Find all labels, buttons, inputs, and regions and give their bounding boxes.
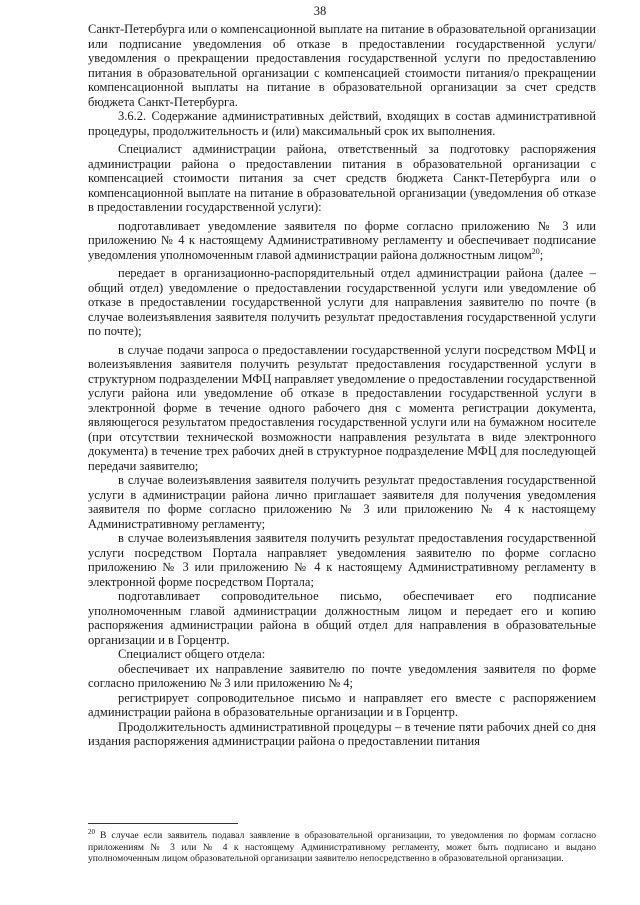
- document-body: [88, 22, 596, 749]
- section-heading-3-6-2: 3.6.2. Содержание административных действий, входящих в состав административной процедуры, продолжительность и (или) максимальный срок их выполнения.: [88, 109, 596, 138]
- paragraph-specialist-duties: Специалист администрации района, ответственный за подготовку распоряжения администрации района о предоставлении питания в образовательной организации с компенсацией стоимости питания за счет средств бюджета Санкт-Петербурга или о компенсационной выплате на питание в образовательной организации (уведомления об отказе в предоставлении государственной услуги):: [88, 142, 596, 214]
- footnote: [88, 827, 596, 865]
- paragraph-general-dept-specialist: Специалист общего отдела:: [118, 647, 266, 661]
- paragraph-transfers-to-general-dept: передает в организационно-распорядительный отдел администрации района (далее – общий отдел) уведомление о предоставлении государственной услуги или уведомление об отказе в предоставлении государственной услуги для направления заявителю по почте (в случае волеизъявления заявителя получить результат предоставления государственной услуги по почте);: [88, 266, 596, 338]
- footnote-mark: 20: [88, 827, 95, 836]
- page-number: 38: [313, 4, 327, 18]
- paragraph-prepares-notice-text: подготавливает уведомление заявителя по форме согласно приложению № 3 или приложению № 4 к настоящему Административному регламенту и обеспечивает подписание уведомления уполномоченным главой администрации района должностным лицом: [88, 218, 596, 262]
- paragraph-mfc-delivery: в случае подачи запроса о предоставлении государственной услуги посредством МФЦ и волеизъявления заявителя получить результат предоставления государственной услуги в структурном подразделении МФЦ направляет уведомление о предоставлении государственной услуги района или уведомление об отказе в предоставлении государственной услуги в электронной форме в течение одного рабочего дня с момента регистрации документа, являющегося результатом предоставления государственной услуги или на бумажном носителе (при отсутствии технической возможности направления результата в виде электронного документа) в течение трех рабочих дней в структурное подразделение МФЦ для последующей передачи заявителю;: [88, 342, 596, 473]
- paragraph-duration: Продолжительность административной процедуры – в течение пяти рабочих дней со дня издания распоряжения администрации района о предоставлении питания: [88, 719, 596, 748]
- footnote-reference: 20: [531, 246, 540, 256]
- paragraph-sends-by-mail: обеспечивает их направление заявителю по почте уведомления заявителя по форме согласно приложению № 3 или приложению № 4;: [88, 661, 596, 690]
- paragraph-portal-delivery: в случае волеизъявления заявителя получить результат предоставления государственной услуги посредством Портала направляет уведомления заявителю по форме согласно приложению № 3 или приложению № 4 к настоящему Административному регламенту в электронной форме посредством Портала;: [88, 531, 596, 589]
- paragraph-1: Санкт-Петербурга или о компенсационной выплате на питание в образовательной организации или подписание уведомления об отказе в предоставлении государственной услуги/уведомления о прекращении предоставления государственной услуги по предоставлению питания в образовательной организации с компенсацией стоимости питания/о прекращении компенсационной выплаты на питание в образовательной организации за счет средств бюджета Санкт-Петербурга.: [88, 22, 596, 109]
- paragraph-suffix: ;: [539, 247, 544, 262]
- paragraph-in-person-delivery: в случае волеизъявления заявителя получить результат предоставления государственной услуги в администрации района лично приглашает заявителя для получения уведомления заявителя по форме согласно приложению № 3 или приложению № 4 к настоящему Административному регламенту;: [88, 473, 596, 531]
- footnote-separator: [88, 823, 238, 824]
- paragraph-prepares-notice: [88, 219, 596, 263]
- paragraph-registers-letter: регистрирует сопроводительное письмо и направляет его вместе с распоряжением администрации района в образовательные организации и в Горцентр.: [88, 690, 596, 719]
- footnote-text: В случае если заявитель подавал заявление в образовательной организации, то уведомления по формам согласно приложениям № 3 или № 4 к настоящему Административному регламенту, может быть подписано и выдано уполномоченным лицом образовательной организации заявителю непосредственно в образовательной организации.: [88, 830, 596, 864]
- paragraph-cover-letter: подготавливает сопроводительное письмо, обеспечивает его подписание уполномоченным главой администрации должностным лицом и передает его и копию распоряжения администрации района в общий отдел для направления в образовательные организации и в Горцентр.: [88, 589, 596, 647]
